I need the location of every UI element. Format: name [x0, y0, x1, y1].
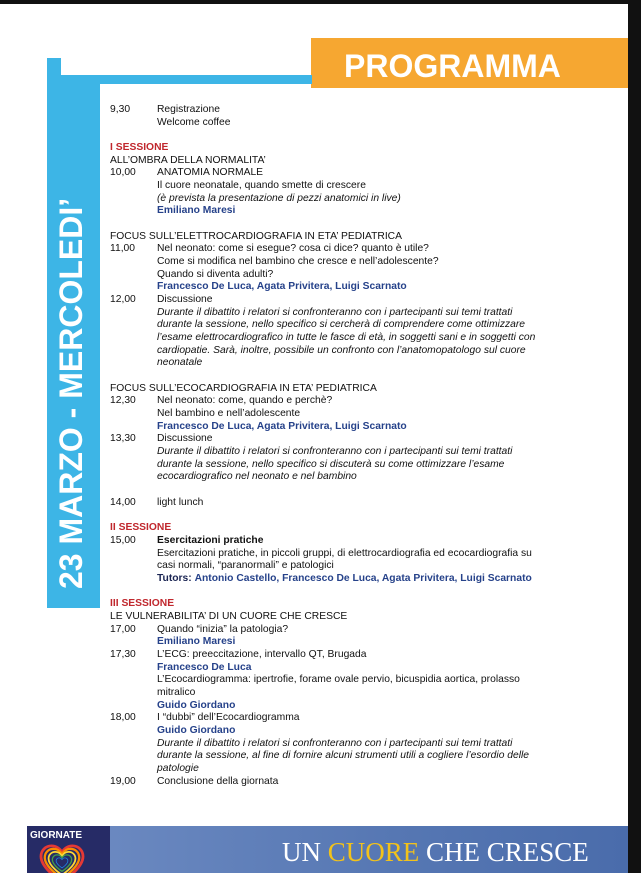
schedule-row — [110, 750, 610, 763]
tutors-label: Tutors: — [157, 572, 192, 584]
discussion-text: patologie — [157, 762, 199, 774]
footer-banner — [110, 826, 628, 873]
item-title: Conclusione della giornata — [157, 775, 279, 787]
time-label: 15,00 — [110, 534, 136, 546]
item-title: Discussione — [157, 433, 213, 445]
schedule-row — [110, 332, 610, 345]
banner-highlight-word: CUORE — [327, 837, 420, 867]
banner-word: CHE CRESCE — [426, 837, 589, 867]
tutors-line — [157, 573, 532, 586]
schedule-row — [110, 193, 610, 206]
discussion-text: Durante il dibattito i relatori si confronteranno con i partecipanti sui temi trattati — [157, 737, 513, 749]
discussion-text: neonatale — [157, 357, 203, 369]
time-label: 12,30 — [110, 395, 136, 407]
session-header — [110, 142, 610, 155]
item-text: Nel bambino e nell’adolescente — [157, 408, 301, 420]
schedule-row — [110, 180, 610, 193]
spacer — [110, 370, 610, 383]
block-title-row — [110, 231, 610, 244]
schedule-row — [110, 205, 610, 218]
page-title: PROGRAMMA — [344, 48, 561, 84]
schedule-row — [110, 560, 610, 573]
title-box — [311, 38, 628, 88]
schedule-row — [110, 725, 610, 738]
discussion-text: durante la sessione, nello specifico si cercherà di comprendere come ottimizzare — [157, 319, 526, 331]
block-title: FOCUS SULL’ELETTROCARDIOGRAFIA IN ETA’ PEDIATRICA — [110, 230, 402, 242]
schedule-row — [110, 776, 610, 789]
schedule-row — [110, 256, 610, 269]
speaker-name: Guido Giordano — [157, 699, 236, 711]
speaker-name: Emiliano Maresi — [157, 205, 236, 217]
session-label: I SESSIONE — [110, 142, 169, 154]
schedule-row — [110, 446, 610, 459]
spacer — [110, 510, 610, 523]
schedule-row — [110, 345, 610, 358]
item-text: L’Ecocardiogramma: ipertrofie, forame ovale pervio, bicuspidia aortica, prolasso — [157, 674, 520, 686]
schedule-row — [110, 117, 610, 130]
discussion-text: Durante il dibattito i relatori si confronteranno con i partecipanti sui temi trattati — [157, 446, 513, 458]
discussion-text: l’esame elettrocardiografico in tutte le fasce di età, in soggetti sani e in soggetti con — [157, 332, 536, 344]
time-label: 13,30 — [110, 433, 136, 445]
speaker-names: Francesco De Luca, Agata Privitera, Luigi Scarnato — [157, 281, 407, 293]
session-header — [110, 598, 610, 611]
session-title: LE VULNERABILITA’ DI UN CUORE CHE CRESCE — [110, 610, 348, 622]
item-text: mitralico — [157, 686, 196, 698]
schedule-row — [110, 294, 610, 307]
time-label: 10,00 — [110, 167, 136, 179]
discussion-text: Durante il dibattito i relatori si confronteranno con i partecipanti sui temi trattati — [157, 306, 513, 318]
schedule-row — [110, 548, 610, 561]
schedule-row — [110, 243, 610, 256]
schedule-row — [110, 281, 610, 294]
discussion-text: durante la sessione, al fine di fornire alcuni strumenti utili a cogliere l’esordio delle — [157, 750, 530, 762]
schedule-row — [110, 471, 610, 484]
schedule-row — [110, 319, 610, 332]
time-label: 12,00 — [110, 294, 136, 306]
session-label: II SESSIONE — [110, 522, 172, 534]
session-label: III SESSIONE — [110, 598, 175, 610]
schedule-row — [110, 459, 610, 472]
schedule-row — [110, 421, 610, 434]
item-title: Esercitazioni pratiche — [157, 534, 264, 546]
spacer — [110, 218, 610, 231]
day-label: 23 MARZO - MERCOLEDI’ — [53, 197, 89, 589]
time-label: 17,30 — [110, 648, 136, 660]
time-label: 18,00 — [110, 712, 136, 724]
schedule-row — [110, 649, 610, 662]
item-title: L’ECG: preeccitazione, intervallo QT, Brugada — [157, 648, 367, 660]
schedule-row — [110, 624, 610, 637]
schedule-row — [110, 535, 610, 548]
schedule-row — [110, 104, 610, 117]
session-title-row — [110, 611, 610, 624]
time-label: 17,00 — [110, 623, 136, 635]
item-text: light lunch — [157, 496, 204, 508]
session-header — [110, 522, 610, 535]
item-text: casi normali, “paranormali” e patologici — [157, 560, 334, 572]
tutor-names: Antonio Castello, Francesco De Luca, Agata Privitera, Luigi Scarnato — [194, 572, 532, 584]
time-label: 11,00 — [110, 243, 136, 255]
banner-word: UN — [282, 837, 321, 867]
schedule-row — [110, 357, 610, 370]
time-label: 9,30 — [110, 104, 131, 115]
schedule-row — [110, 700, 610, 713]
speaker-name: Francesco De Luca — [157, 661, 252, 673]
right-border — [628, 0, 641, 873]
top-border — [0, 0, 641, 4]
item-text: Nel neonato: come, quando e perchè? — [157, 395, 333, 407]
logo-text: GIORNATE — [30, 830, 83, 841]
rainbow-heart-icon — [27, 843, 110, 873]
session-title-row — [110, 155, 610, 168]
item-text: Welcome coffee — [157, 116, 231, 128]
schedule-row — [110, 497, 610, 510]
item-title: I “dubbi” dell’Ecocardiogramma — [157, 712, 300, 724]
item-title: Discussione — [157, 294, 213, 306]
speaker-names: Francesco De Luca, Agata Privitera, Luigi Scarnato — [157, 420, 407, 432]
schedule-row — [110, 687, 610, 700]
schedule-row — [110, 636, 610, 649]
discussion-text: durante la sessione, nello specifico si discuterà su come ottimizzare l’esame — [157, 458, 505, 470]
banner-title — [282, 829, 589, 873]
schedule-row — [110, 662, 610, 675]
spacer — [110, 586, 610, 599]
schedule-row — [110, 763, 610, 776]
schedule-row — [110, 269, 610, 282]
speaker-name: Guido Giordano — [157, 724, 236, 736]
time-label: 14,00 — [110, 496, 136, 508]
discussion-text: cardiopatie. Sarà, inoltre, possibile un confronto con l’anatomopatologo sul cuore — [157, 344, 526, 356]
block-title-row — [110, 383, 610, 396]
spacer — [110, 129, 610, 142]
schedule-row — [110, 738, 610, 751]
schedule-row — [110, 167, 610, 180]
schedule-row — [110, 712, 610, 725]
blue-frame-corner — [47, 58, 61, 75]
item-text: Registrazione — [157, 104, 220, 115]
item-text: Come si modifica nel bambino che cresce e nell’adolescente? — [157, 256, 439, 268]
item-text: Esercitazioni pratiche, in piccoli gruppi, di elettrocardiografia ed ecocardiografia su — [157, 547, 532, 559]
footer — [0, 826, 628, 873]
item-title: Quando “inizia” la patologia? — [157, 623, 289, 635]
item-text: Nel neonato: come si esegue? cosa ci dice? quanto è utile? — [157, 243, 429, 255]
item-note: (è prevista la presentazione di pezzi anatomici in live) — [157, 192, 401, 204]
program-schedule — [110, 104, 610, 788]
item-title: ANATOMIA NORMALE — [157, 167, 264, 179]
speaker-name: Emiliano Maresi — [157, 636, 236, 648]
item-text: Il cuore neonatale, quando smette di crescere — [157, 180, 366, 192]
schedule-row — [110, 433, 610, 446]
item-text: Quando si diventa adulti? — [157, 268, 274, 280]
block-title: FOCUS SULL’ECOCARDIOGRAFIA IN ETA’ PEDIATRICA — [110, 382, 377, 394]
spacer — [110, 484, 610, 497]
session-title: ALL’OMBRA DELLA NORMALITA’ — [110, 154, 266, 166]
time-label: 19,00 — [110, 775, 136, 787]
schedule-row — [110, 395, 610, 408]
discussion-text: ecocardiografico nel neonato e nel bambino — [157, 471, 357, 483]
schedule-row — [110, 573, 610, 586]
schedule-row — [110, 307, 610, 320]
event-logo — [27, 826, 110, 873]
schedule-row — [110, 408, 610, 421]
schedule-row — [110, 674, 610, 687]
